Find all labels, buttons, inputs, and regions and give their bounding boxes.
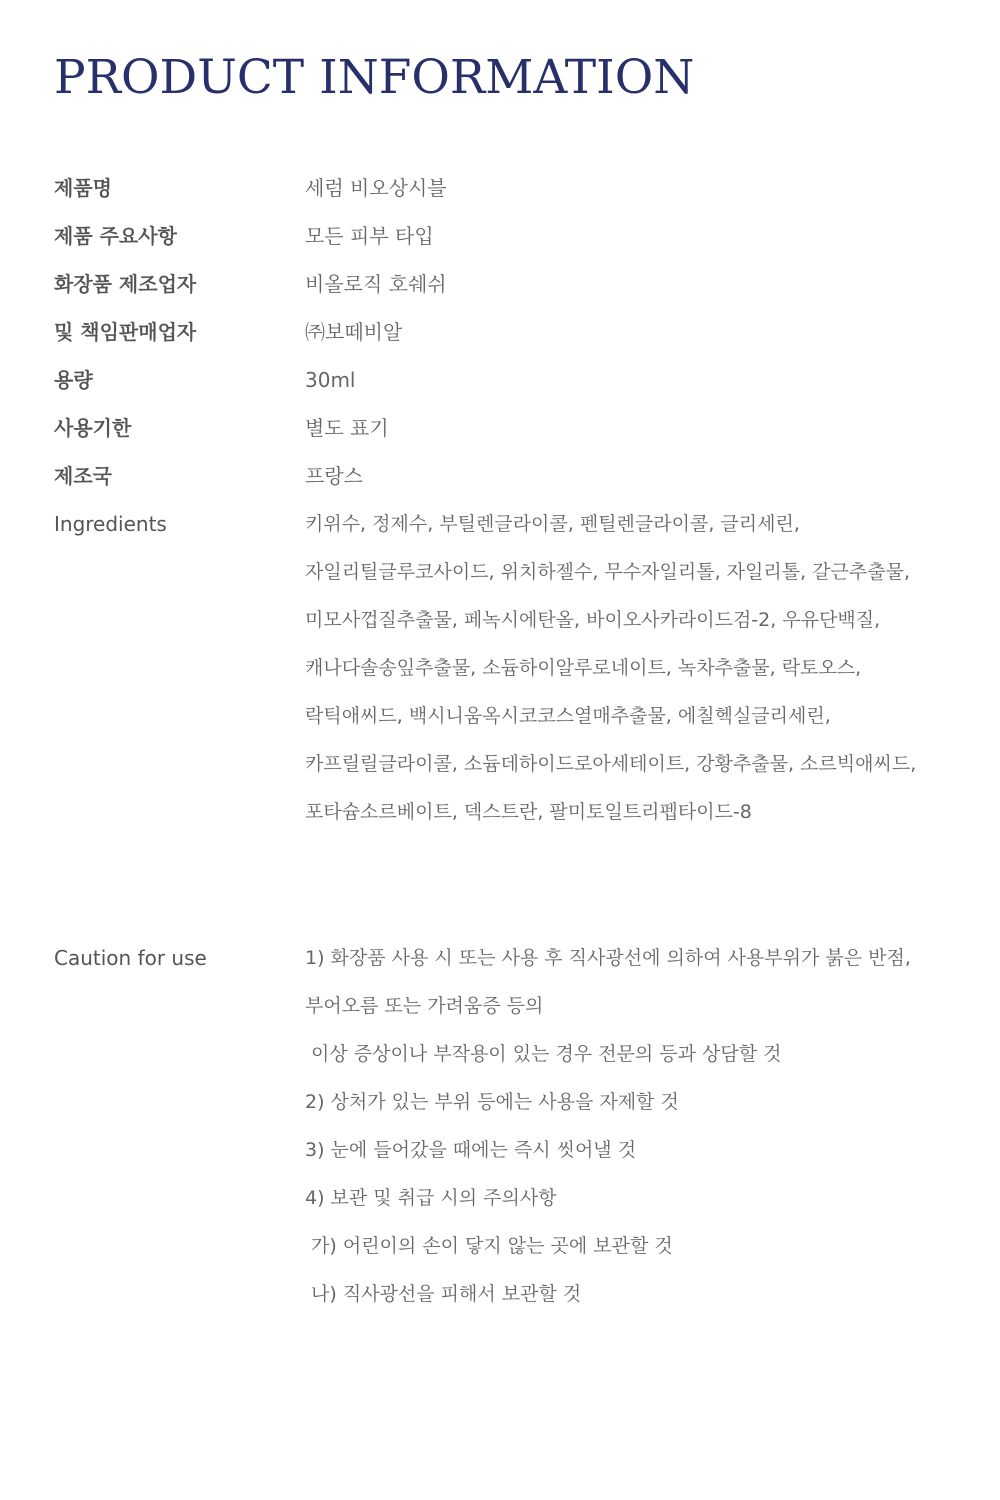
info-label: 제품명 — [54, 176, 112, 200]
info-label: 사용기한 — [54, 416, 132, 440]
caution-line: 2) 상처가 있는 부위 등에는 사용을 자제할 것 — [305, 1091, 679, 1113]
info-value: 프랑스 — [305, 464, 363, 488]
ingredients-line: 캐나다솔송잎추출물, 소듐하이알루로네이트, 녹차추출물, 락토오스, — [305, 657, 862, 679]
info-value: 모든 피부 타입 — [305, 224, 434, 248]
ingredients-line: 키위수, 정제수, 부틸렌글라이콜, 펜틸렌글라이콜, 글리세린, — [305, 513, 800, 535]
info-label: 제품 주요사항 — [54, 224, 177, 248]
caution-line: 나) 직사광선을 피해서 보관할 것 — [305, 1283, 582, 1305]
info-label: 용량 — [54, 368, 93, 392]
caution-line: 4) 보관 및 취급 시의 주의사항 — [305, 1187, 557, 1209]
ingredients-line: 자일리틸글루코사이드, 위치하젤수, 무수자일리톨, 자일리톨, 갈근추출물, — [305, 561, 910, 583]
ingredients-list — [305, 512, 916, 848]
caution-line: 가) 어린이의 손이 닿지 않는 곳에 보관할 것 — [305, 1235, 673, 1257]
info-value: 세럼 비오상시블 — [305, 176, 447, 200]
caution-line: 부어오름 또는 가려움증 등의 — [305, 995, 544, 1017]
caution-label: Caution for use — [54, 946, 207, 970]
info-value: 30ml — [305, 368, 356, 392]
caution-list — [305, 946, 911, 1330]
info-label: 및 책임판매업자 — [54, 320, 197, 344]
page-title: PRODUCT INFORMATION — [54, 50, 695, 105]
ingredients-line: 카프릴릴글라이콜, 소듐데하이드로아세테이트, 강황추출물, 소르빅애씨드, — [305, 753, 917, 775]
info-value: 비올로직 호쉐쉬 — [305, 272, 447, 296]
caution-line: 1) 화장품 사용 시 또는 사용 후 직사광선에 의하여 사용부위가 붉은 반점, — [305, 947, 911, 969]
ingredients-line: 미모사껍질추출물, 페녹시에탄올, 바이오사카라이드검-2, 우유단백질, — [305, 609, 881, 631]
ingredients-line: 락틱애씨드, 백시니움옥시코코스열매추출물, 에칠헥실글리세린, — [305, 705, 831, 727]
caution-line: 이상 증상이나 부작용이 있는 경우 전문의 등과 상담할 것 — [305, 1043, 782, 1065]
ingredients-line: 포타슘소르베이트, 덱스트란, 팔미토일트리펩타이드-8 — [305, 801, 752, 823]
ingredients-label: Ingredients — [54, 512, 167, 536]
info-value: 별도 표기 — [305, 416, 389, 440]
info-label: 화장품 제조업자 — [54, 272, 197, 296]
info-label: 제조국 — [54, 464, 112, 488]
info-value: ㈜보떼비알 — [305, 320, 403, 344]
caution-line: 3) 눈에 들어갔을 때에는 즉시 씻어낼 것 — [305, 1139, 637, 1161]
